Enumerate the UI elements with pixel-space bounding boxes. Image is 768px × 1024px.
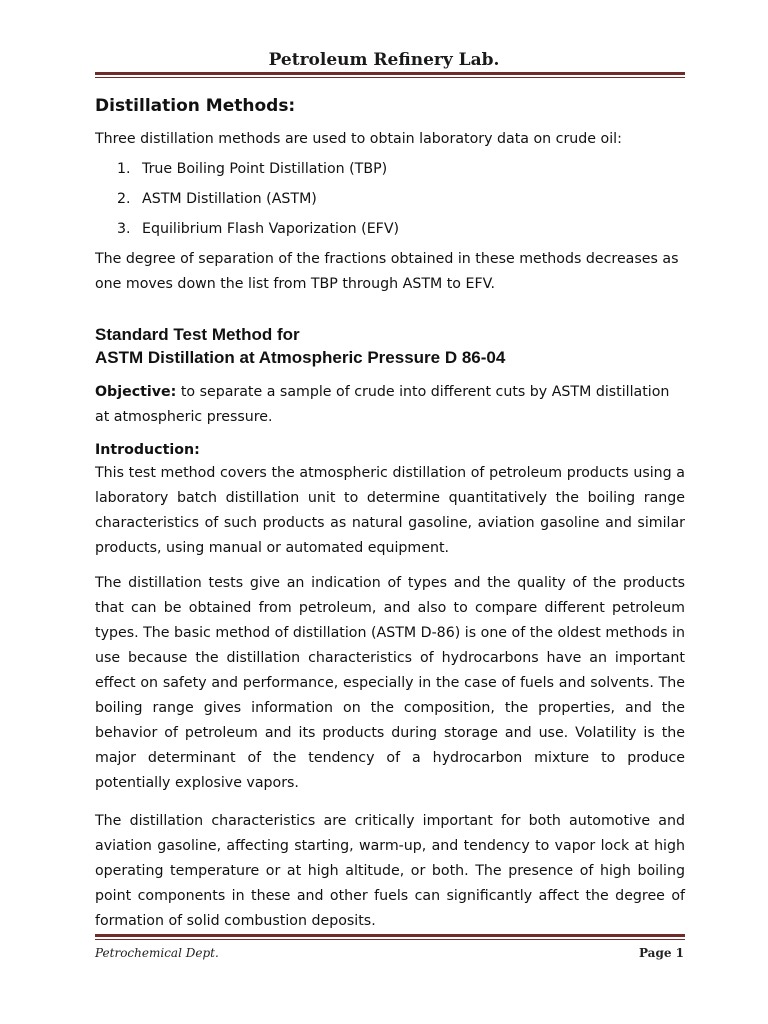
list-item: [117, 157, 387, 182]
introduction-heading: Introduction:: [95, 442, 200, 458]
list-item-number: 1.: [117, 161, 131, 177]
footer-department: Petrochemical Dept.: [95, 946, 219, 960]
objective-text: to separate a sample of crude into different cuts by ASTM distillation at atmospheric pressure.: [95, 384, 670, 425]
section-heading: Distillation Methods:: [95, 96, 296, 116]
body-paragraph-1: This test method covers the atmospheric distillation of petroleum products using a laboratory batch distillation unit to determine quantitatively the boiling range characteristics of such products as natural gasoline, aviation gasoline and similar products, using manual or automated equipment.: [95, 465, 685, 556]
standard-heading-line1: Standard Test Method for: [95, 325, 300, 344]
list-item-label: True Boiling Point Distillation (TBP): [142, 161, 388, 177]
list-item: [117, 217, 399, 242]
objective-paragraph: [95, 380, 685, 430]
list-item-number: 2.: [117, 191, 131, 207]
section-intro: Three distillation methods are used to obtain laboratory data on crude oil:: [95, 131, 622, 147]
footer-rule-thick: [95, 934, 685, 937]
standard-heading: [95, 323, 505, 369]
list-item-number: 3.: [117, 221, 131, 237]
footer-rule-thin: [95, 939, 685, 940]
body-paragraph-3: The distillation characteristics are critically important for both automotive and aviation gasoline, affecting starting, warm-up, and tendency to vapor lock at high operating temperature or at high altitude, or both. The presence of high boiling point components in these and other fuels can significantly affect the degree of formation of solid combustion deposits.: [95, 813, 685, 929]
header-rule-thick: [95, 72, 685, 75]
list-item: [117, 187, 317, 212]
header-rule-thin: [95, 77, 685, 78]
section-summary: The degree of separation of the fractions obtained in these methods decreases as one moves down the list from TBP through ASTM to EFV.: [95, 251, 679, 292]
objective-label: Objective:: [95, 384, 177, 400]
footer-page-number: Page 1: [638, 946, 684, 960]
body-paragraph-2: The distillation tests give an indication of types and the quality of the products that can be obtained from petroleum, and also to compare different petroleum types. The basic method of distillation (ASTM D-86) is one of the oldest methods in use because the distillation characteristics of hydrocarbons have an important effect on safety and performance, especially in the case of fuels and solvents. The boiling range gives information on the composition, the properties, and the behavior of petroleum and its products during storage and use. Volatility is the major determinant of the tendency of a hydrocarbon mixture to produce potentially explosive vapors.: [95, 575, 685, 791]
header-title: Petroleum Refinery Lab.: [268, 50, 500, 70]
standard-heading-line2: ASTM Distillation at Atmospheric Pressure D 86-04: [95, 348, 506, 367]
list-item-label: ASTM Distillation (ASTM): [142, 191, 317, 207]
list-item-label: Equilibrium Flash Vaporization (EFV): [142, 221, 400, 237]
